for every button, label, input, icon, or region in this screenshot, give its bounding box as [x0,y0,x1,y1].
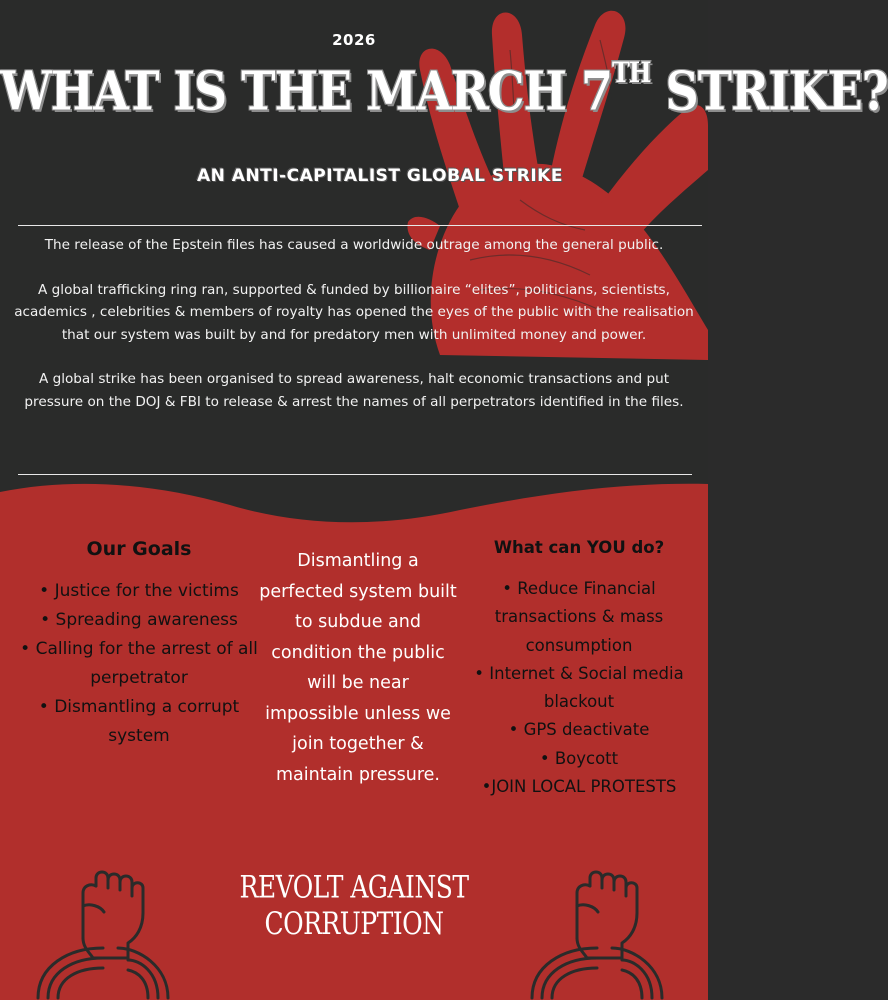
raised-fist-icon [28,848,178,998]
intro-paragraph-2: A global trafficking ring ran, supported & funded by billionaire “elites”, politicians, scientists, academics , celebrities & members of royalty has opened the eyes of the public with the realisation that our system was built by and for predatory men with unlimited money and power. [14,281,694,343]
goals-heading: Our Goals [86,538,192,560]
intro-text [10,234,698,435]
actions-list [456,575,702,801]
intro-paragraph-3: A global strike has been organised to spread awareness, halt economic transactions and put pressure on the DOJ & FBI to release & arrest the names of all perpetrators identified in the files. [24,371,684,410]
subtitle: AN ANTI-CAPITALIST GLOBAL STRIKE [197,166,563,186]
goal-item: • Dismantling a corrupt system [38,697,240,746]
action-item: •JOIN LOCAL PROTESTS [481,777,677,797]
page-title [0,55,888,123]
intro-paragraph-1: The release of the Epstein files has caused a worldwide outrage among the general public. [44,237,664,253]
raised-fist-icon [522,848,672,998]
goal-item: • Spreading awareness [40,610,238,630]
action-item: • GPS deactivate [508,720,650,740]
actions-column [456,538,702,801]
bottom-divider [18,474,692,475]
actions-heading: What can YOU do? [493,538,665,557]
year-label: 2026 [332,31,376,49]
goal-item: • Calling for the arrest of all perpetrator [20,639,258,688]
title-main: WHAT IS THE MARCH 7 [0,60,612,123]
center-statement: Dismantling a perfected system built to subdue and condition the public will be near impossible unless we join together & maintain pressure. [259,551,457,785]
title-end: STRIKE? [650,60,888,123]
slogan: REVOLT AGAINST CORRUPTION [239,868,469,942]
goals-list [14,577,264,751]
title-superscript: TH [612,55,651,89]
goals-column [14,538,264,751]
action-item: • Internet & Social media blackout [474,663,684,712]
action-item: • Reduce Financial transactions & mass consumption [494,579,664,655]
goal-item: • Justice for the victims [39,581,239,601]
action-item: • Boycott [539,748,619,768]
top-divider [18,225,702,226]
